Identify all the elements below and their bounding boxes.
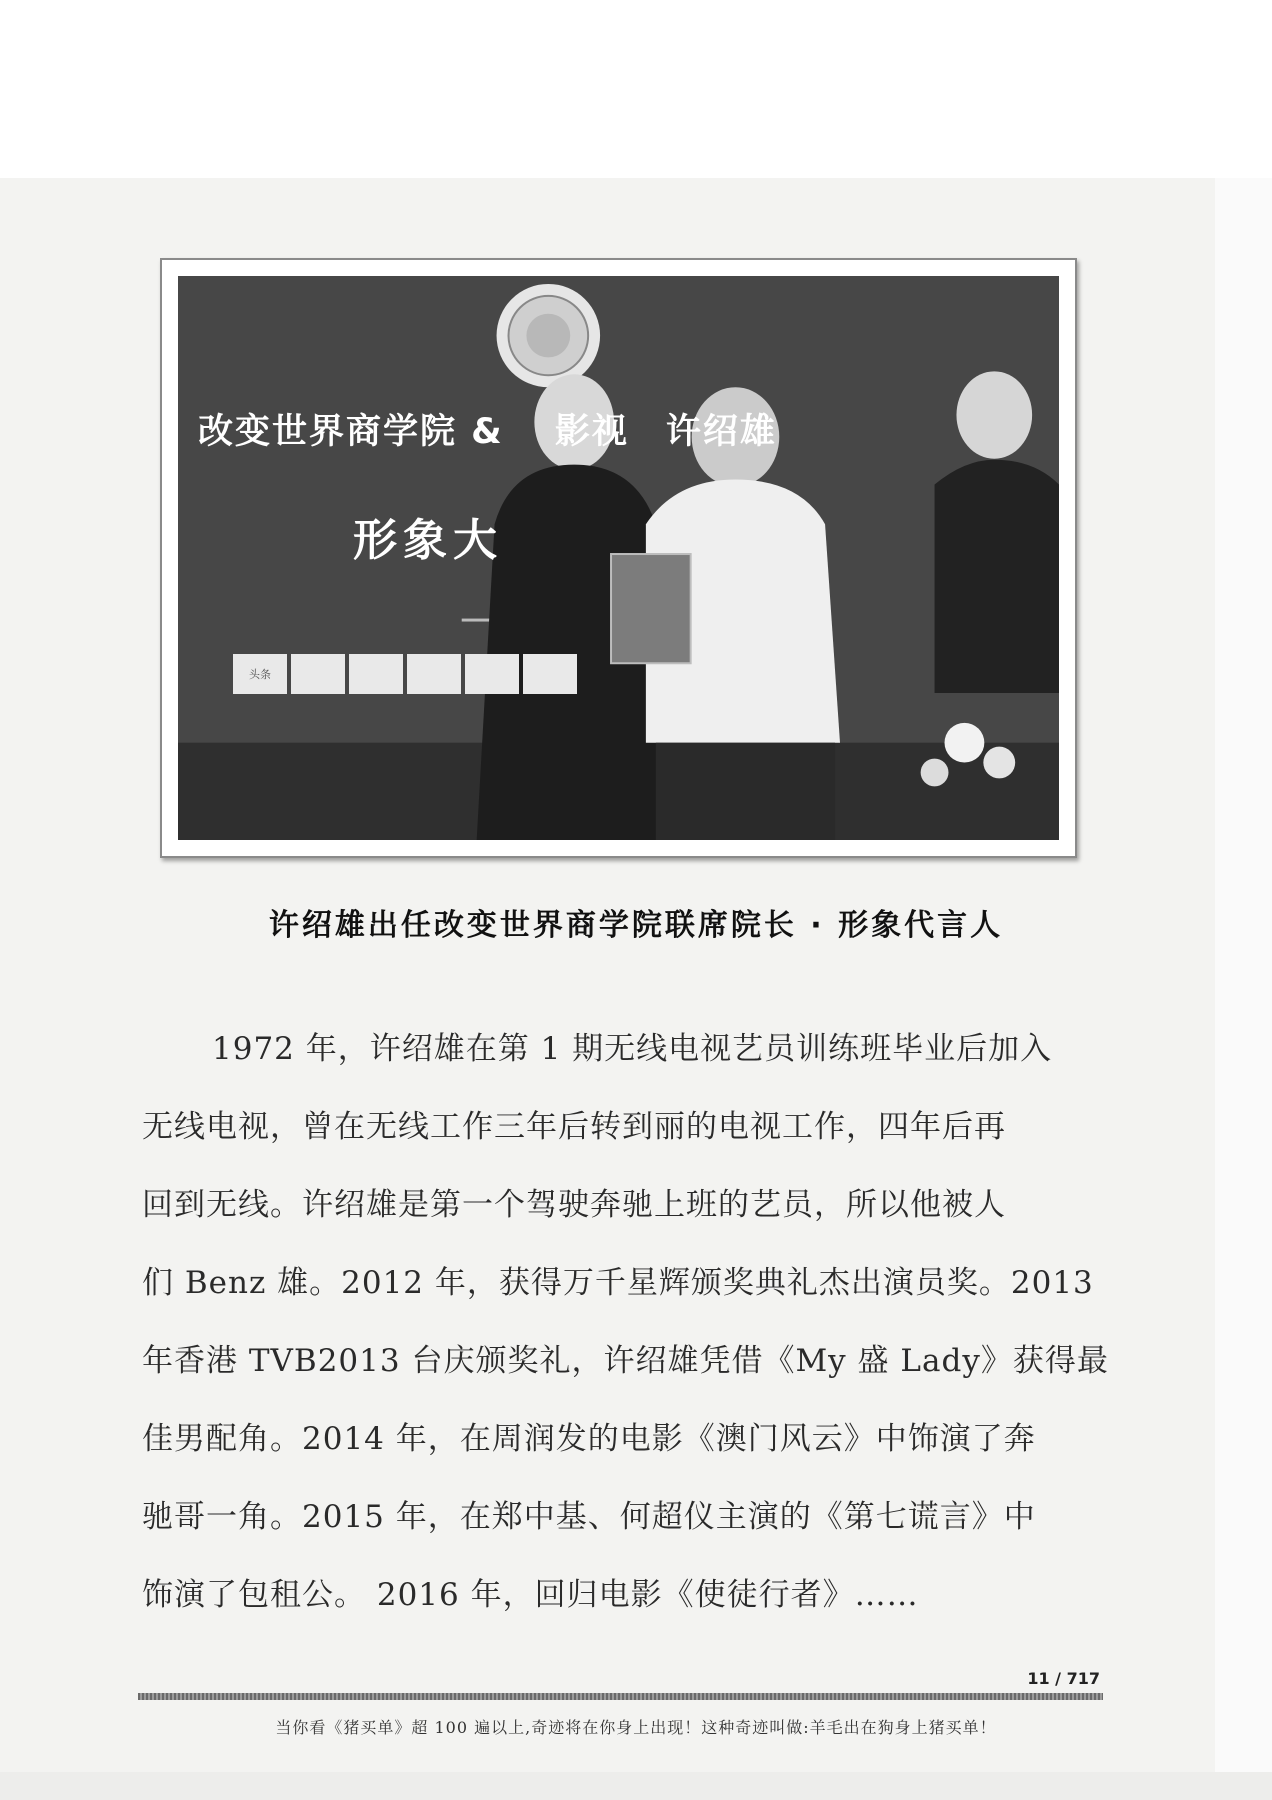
page-number: 11 / 717 — [1027, 1669, 1100, 1688]
media-logo: 头条 — [233, 654, 287, 694]
photo-caption: 许绍雄出任改变世界商学院联席院长 · 形象代言人 — [268, 908, 1004, 943]
body-line: 无线电视，曾在无线工作三年后转到丽的电视工作，四年后再 — [142, 1109, 1006, 1145]
photo-scene — [178, 276, 1059, 840]
body-line: 年香港 TVB2013 台庆颁奖礼，许绍雄凭借《My 盛 Lady》获得最 — [142, 1343, 1109, 1379]
footer-rule — [138, 1693, 1103, 1700]
media-logo — [349, 654, 403, 694]
body-paragraph — [142, 1010, 1109, 1634]
scan-bottom-edge — [0, 1772, 1272, 1800]
body-line: 们 Benz 雄。2012 年，获得万千星辉颁奖典礼杰出演员奖。2013 — [142, 1265, 1094, 1301]
blank-scan-area — [0, 0, 1272, 178]
event-photo — [178, 276, 1059, 840]
school-emblem — [497, 284, 601, 387]
media-logo-strip — [233, 654, 577, 694]
banner-subtitle: 形象大 — [353, 515, 553, 566]
media-logo — [523, 654, 577, 694]
media-logo — [407, 654, 461, 694]
scan-margin — [1215, 178, 1272, 1800]
media-logo — [291, 654, 345, 694]
media-logo — [465, 654, 519, 694]
body-line: 驰哥一角。2015 年，在郑中基、何超仪主演的《第七谎言》中 — [142, 1499, 1036, 1535]
body-line: 回到无线。许绍雄是第一个驾驶奔驰上班的艺员，所以他被人 — [142, 1187, 1006, 1223]
photo-frame — [160, 258, 1077, 858]
body-line: 佳男配角。2014 年，在周润发的电影《澳门风云》中饰演了奔 — [142, 1421, 1036, 1457]
footer-slogan: 当你看《猪买单》超 100 遍以上,奇迹将在你身上出现！这种奇迹叫做:羊毛出在狗身上猪买单！ — [275, 1718, 997, 1737]
banner-title: 改变世界商学院 & 影视 许绍雄 — [198, 412, 777, 452]
certificate — [611, 554, 691, 663]
body-line: 饰演了包租公。 2016 年，回归电影《使徒行者》…… — [142, 1577, 919, 1613]
body-line: 1972 年，许绍雄在第 1 期无线电视艺员训练班毕业后加入 — [212, 1031, 1053, 1067]
